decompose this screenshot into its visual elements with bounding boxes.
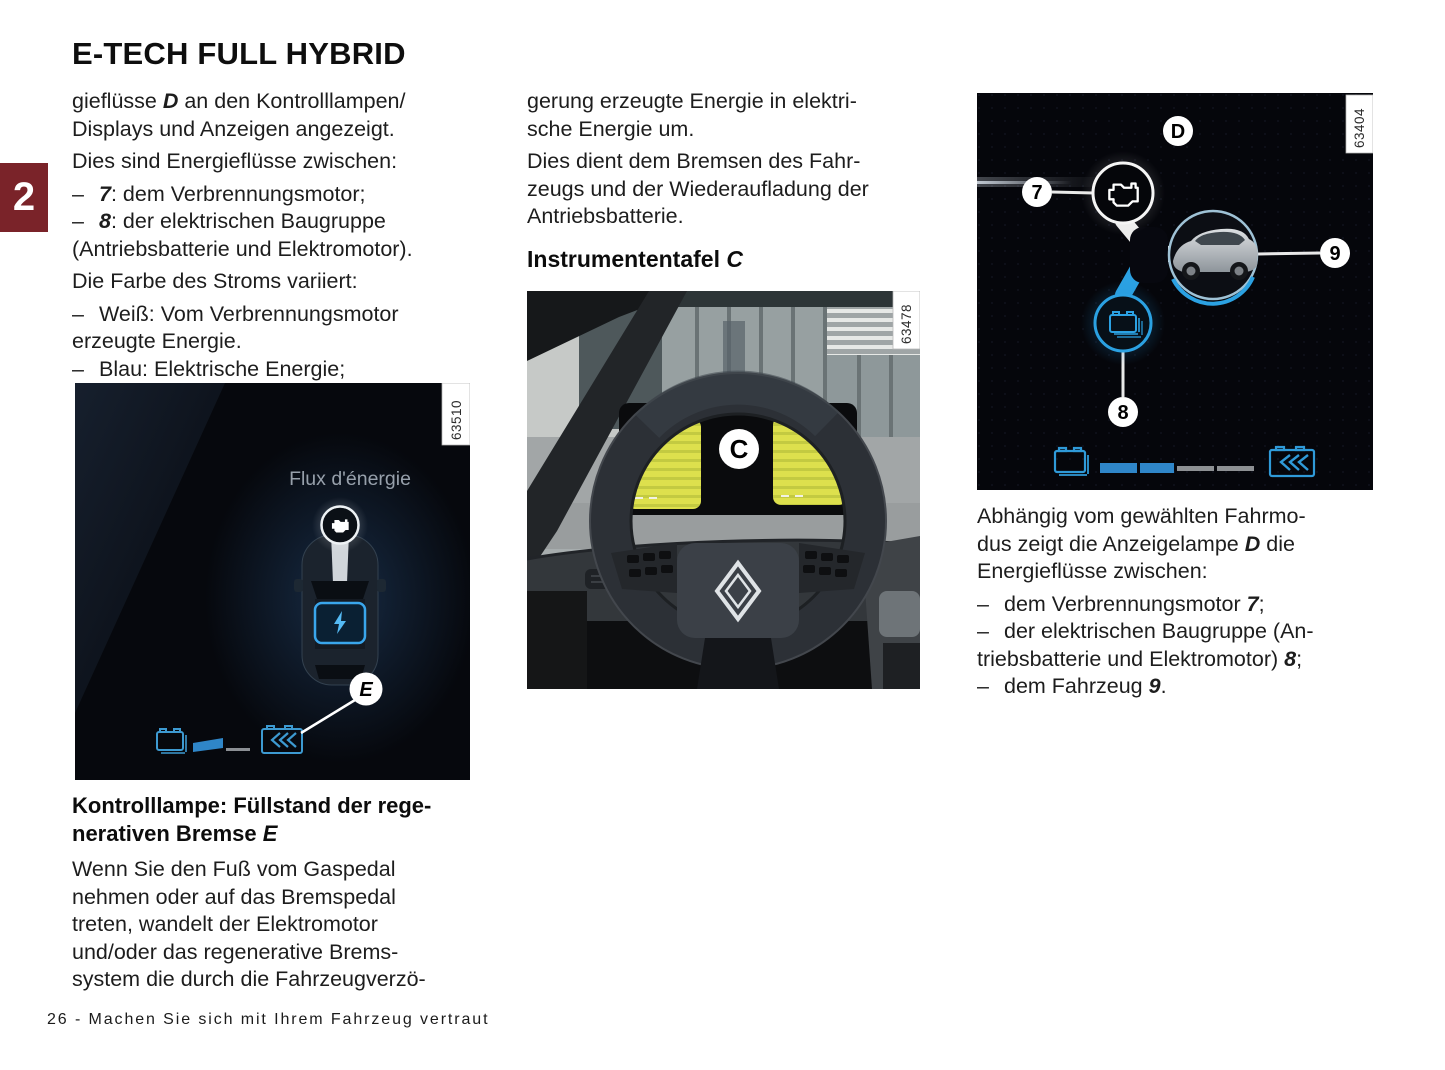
text-segment: : dem Verbrennungsmotor; xyxy=(110,181,366,206)
column-1 xyxy=(72,88,484,383)
list-item xyxy=(977,618,1402,646)
list-item xyxy=(72,208,484,236)
text-segment: gieflüsse xyxy=(72,89,163,113)
vehicle-node xyxy=(1169,211,1258,304)
text-line: (Antriebsbatterie und Elektromotor). xyxy=(72,236,413,261)
text-segment: triebsbatterie und Elektromotor) xyxy=(977,646,1285,671)
column-3 xyxy=(977,503,1402,701)
callout-8-label: 8 xyxy=(1117,402,1129,424)
reference-d: D xyxy=(162,89,179,113)
text-line: zeugs und der Wiederaufladung der xyxy=(527,176,869,201)
text-segment: Blau: Elektrische Energie; xyxy=(99,356,346,381)
text-line: Die Farbe des Stroms variiert: xyxy=(72,269,358,293)
figure-code-label: 63510 xyxy=(449,399,464,440)
list-item xyxy=(977,673,1402,701)
text-line: gerung erzeugte Energie in elektri- xyxy=(527,89,857,113)
reference-e: E xyxy=(262,821,278,846)
text-segment: dus zeigt die Anzeigelampe xyxy=(977,531,1245,556)
dash-bullet: – xyxy=(72,301,84,326)
dash-bullet: – xyxy=(977,674,989,698)
armrest xyxy=(879,591,920,637)
figure-instrument-panel-photo xyxy=(527,291,920,689)
text-line: Displays und Anzeigen angezeigt. xyxy=(72,116,395,141)
figure-energy-flow-diagram xyxy=(977,93,1373,490)
charge-bar-gray xyxy=(226,748,250,751)
text-segment: ; xyxy=(1296,646,1303,671)
flux-screen-title: Flux d'énergie xyxy=(289,468,411,490)
text-line xyxy=(72,88,484,116)
wheel-hub xyxy=(677,543,799,638)
dash-bullet: – xyxy=(977,591,989,616)
section-heading-regen-brake xyxy=(72,820,502,848)
text-segment: der elektrischen Baugruppe (An- xyxy=(1004,619,1314,643)
text-segment: ; xyxy=(1258,591,1265,616)
paragraph xyxy=(72,856,502,994)
light-streak xyxy=(977,181,1072,184)
text-segment: Instrumententafel xyxy=(527,245,727,272)
callout-9-label: 9 xyxy=(1329,243,1341,265)
engine-icon xyxy=(312,497,368,553)
car-top-view xyxy=(294,533,386,685)
text-line: Wenn Sie den Fuß vom Gaspedal xyxy=(72,857,396,881)
text-line: Antriebsbatterie. xyxy=(527,204,684,228)
regen-brake-section xyxy=(72,792,502,994)
figure-code-label: 63478 xyxy=(899,303,914,344)
list-item xyxy=(977,591,1402,619)
text-line: treten, wandelt der Elektromotor xyxy=(72,912,378,936)
callout-d-label: D xyxy=(1170,121,1186,143)
dash-bullet: – xyxy=(977,619,989,643)
text-segment: . xyxy=(1160,674,1167,698)
text-line: Dies sind Energieflüsse zwischen: xyxy=(72,149,398,173)
text-segment: die xyxy=(1260,531,1295,556)
reference-8: 8 xyxy=(99,209,111,233)
page-footer: 26 - Machen Sie sich mit Ihrem Fahrzeug vertraut xyxy=(47,1011,490,1028)
section-heading-regen-brake: Kontrolllampe: Füllstand der rege- xyxy=(72,793,432,818)
chapter-tab: 2 xyxy=(0,163,48,232)
text-line: und/oder das regenerative Brems- xyxy=(72,939,399,964)
text-segment: : der elektrischen Baugruppe xyxy=(110,209,386,233)
text-line xyxy=(977,646,1402,674)
text-line: system die durch die Fahrzeugverzö- xyxy=(72,967,426,991)
connector-knob xyxy=(1130,227,1168,283)
battery-icon xyxy=(1081,281,1165,365)
text-segment: dem Verbrennungsmotor xyxy=(1004,591,1247,616)
list-item xyxy=(72,301,484,329)
column-2 xyxy=(527,88,933,273)
figure-energy-flow-display xyxy=(75,383,470,780)
section-heading-instrument-panel xyxy=(527,246,933,274)
text-segment: an den Kontrolllampen/ xyxy=(178,89,406,113)
callout-e-label: E xyxy=(359,679,373,701)
text-segment: dem Fahrzeug xyxy=(1004,674,1149,698)
reference-7: 7 xyxy=(99,181,111,206)
text-line: erzeugte Energie. xyxy=(72,329,242,353)
reference-d: D xyxy=(1244,531,1261,556)
reference-7: 7 xyxy=(1246,591,1259,616)
text-line: sche Energie um. xyxy=(527,116,695,141)
figure-code-label: 63404 xyxy=(1352,107,1367,148)
list-item xyxy=(72,356,484,384)
reference-c: C xyxy=(726,245,743,272)
reference-9: 9 xyxy=(1148,674,1161,698)
text-line: Dies dient dem Bremsen des Fahr- xyxy=(527,149,861,173)
engine-icon xyxy=(1081,151,1165,235)
steering-column xyxy=(697,638,779,689)
text-segment: nerativen Bremse xyxy=(72,821,263,846)
dash-bullet: – xyxy=(72,356,84,381)
text-line: Abhängig vom gewählten Fahrmo- xyxy=(977,504,1306,528)
dash-bullet: – xyxy=(72,209,84,233)
text-segment: Weiß: Vom Verbrennungsmotor xyxy=(99,301,399,326)
reference-8: 8 xyxy=(1284,646,1297,671)
page-title: E-TECH FULL HYBRID xyxy=(72,36,406,71)
text-line: nehmen oder auf das Bremspedal xyxy=(72,884,396,909)
text-line: Energieflüsse zwischen: xyxy=(977,559,1208,583)
text-line xyxy=(977,531,1402,559)
callout-7-label: 7 xyxy=(1031,182,1043,204)
list-item xyxy=(72,181,484,209)
dash-bullet: – xyxy=(72,181,84,206)
callout-c-label: C xyxy=(729,434,749,464)
